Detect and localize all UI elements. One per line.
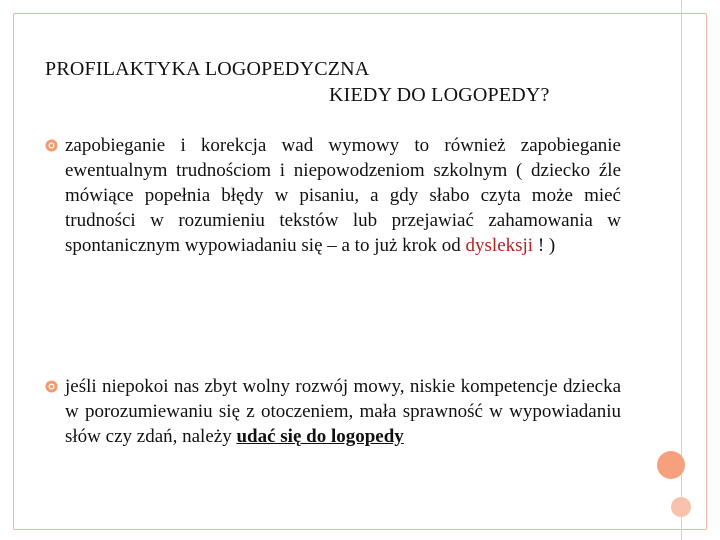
slide-title [45, 56, 550, 108]
bullet-2-text-main: jeśli niepokoi nas zbyt wolny rozwój mowy, niskie kompetencje dziecka w porozumiewaniu się z otoczeniem, mała sprawność w wypowiadaniu słów czy zdań, należy [65, 376, 621, 447]
decorative-circle-small [671, 497, 691, 517]
bullet-2-emphasis: udać się do logopedy [236, 426, 404, 447]
bullet-item-1 [45, 133, 621, 258]
sun-bullet-icon [45, 380, 58, 393]
decorative-circle-large [657, 451, 685, 479]
bullet-1-text-end: ! ) [533, 235, 556, 256]
bullet-1-text-main: zapobieganie i korekcja wad wymowy to również zapobieganie ewentualnym trudnościom i niepowodzeniom szkolnym ( dziecko źle mówiące popełnia błędy w pisaniu, a gdy słabo czyta może mieć trudności w rozumieniu tekstów lub przejawiać zahamowania w spontanicznym wypowiadaniu się – a to już krok od [65, 135, 621, 256]
sun-bullet-icon [45, 139, 58, 152]
title-line-2: KIEDY DO LOGOPEDY? [329, 84, 550, 106]
bullet-2-text [65, 374, 621, 449]
bullet-1-highlight: dysleksji [465, 235, 534, 256]
title-line-1: PROFILAKTYKA LOGOPEDYCZNA [45, 58, 370, 80]
bullet-1-text [65, 133, 621, 258]
bullet-item-2 [45, 374, 621, 449]
